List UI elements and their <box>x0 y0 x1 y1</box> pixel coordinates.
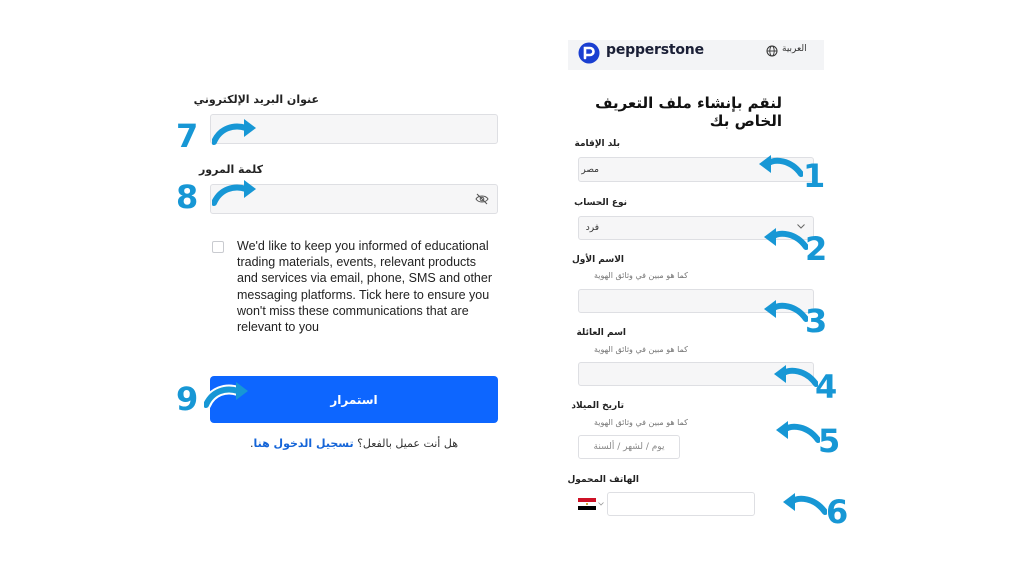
consent-checkbox[interactable] <box>212 241 224 253</box>
step-arrow-icon <box>762 297 808 327</box>
birth-date-input[interactable]: يوم / لشهر / ألسنة <box>578 435 680 459</box>
birth-date-label: تاريخ الميلاد <box>571 401 624 411</box>
consent-text: We'd like to keep you informed of educational trading materials, events, relevant products and services via email, phone, SMS and other messaging platforms. Tick here to ensure you won't miss these communications that are relevant to you <box>237 239 492 335</box>
login-prompt-text: هل أنت عميل بالفعل؟ <box>357 437 458 450</box>
step-number: 4 <box>815 368 838 406</box>
step-number: 9 <box>176 380 199 418</box>
last-name-label: اسم العائلة <box>576 328 626 338</box>
step-arrow-icon <box>212 177 258 207</box>
country-label: بلد الإقامة <box>574 139 620 149</box>
first-name-label: الاسم الأول <box>571 255 624 265</box>
country-value: مصر <box>581 164 599 175</box>
step-arrow-icon <box>204 379 250 409</box>
step-number: 8 <box>176 178 199 216</box>
step-number: 3 <box>805 302 828 340</box>
step-number: 6 <box>826 493 849 531</box>
login-link[interactable]: تسجيل الدخول هنا <box>253 437 354 450</box>
step-number: 5 <box>818 422 841 460</box>
step-arrow-icon <box>774 418 820 448</box>
step-number: 7 <box>176 117 199 155</box>
login-prompt-end: . <box>249 437 254 450</box>
pepperstone-logo-icon <box>578 42 600 64</box>
step-arrow-icon <box>757 152 803 182</box>
login-prompt <box>210 437 498 450</box>
eye-off-icon[interactable] <box>475 193 489 205</box>
step-arrow-icon <box>781 490 827 520</box>
profile-title: لنقم بإنشاء ملف التعريف الخاص بك <box>595 94 782 130</box>
step-arrow-icon <box>772 362 818 392</box>
account-type-label: نوع الحساب <box>574 198 627 208</box>
brand-name[interactable]: pepperstone <box>606 42 704 58</box>
mobile-input[interactable] <box>607 492 755 516</box>
step-arrow-icon <box>212 116 258 146</box>
globe-icon[interactable] <box>766 45 778 57</box>
egypt-flag-icon[interactable] <box>578 498 596 510</box>
language-selector[interactable]: العربية <box>782 44 807 54</box>
mobile-label: الهاتف المحمول <box>567 475 639 485</box>
birth-date-hint: كما هو مبين في وثائق الهوية <box>593 418 688 427</box>
last-name-hint: كما هو مبين في وثائق الهوية <box>593 345 688 354</box>
step-arrow-icon <box>762 225 808 255</box>
email-label: عنوان البريد الإلكتروني <box>193 93 319 106</box>
chevron-down-icon[interactable] <box>598 502 604 506</box>
account-type-value: فرد <box>585 223 599 233</box>
step-number: 1 <box>803 157 826 195</box>
step-number: 2 <box>805 230 828 268</box>
first-name-hint: كما هو مبين في وثائق الهوية <box>593 271 688 280</box>
password-label: كلمة المرور <box>198 163 263 176</box>
continue-button[interactable]: استمرار <box>210 376 498 423</box>
